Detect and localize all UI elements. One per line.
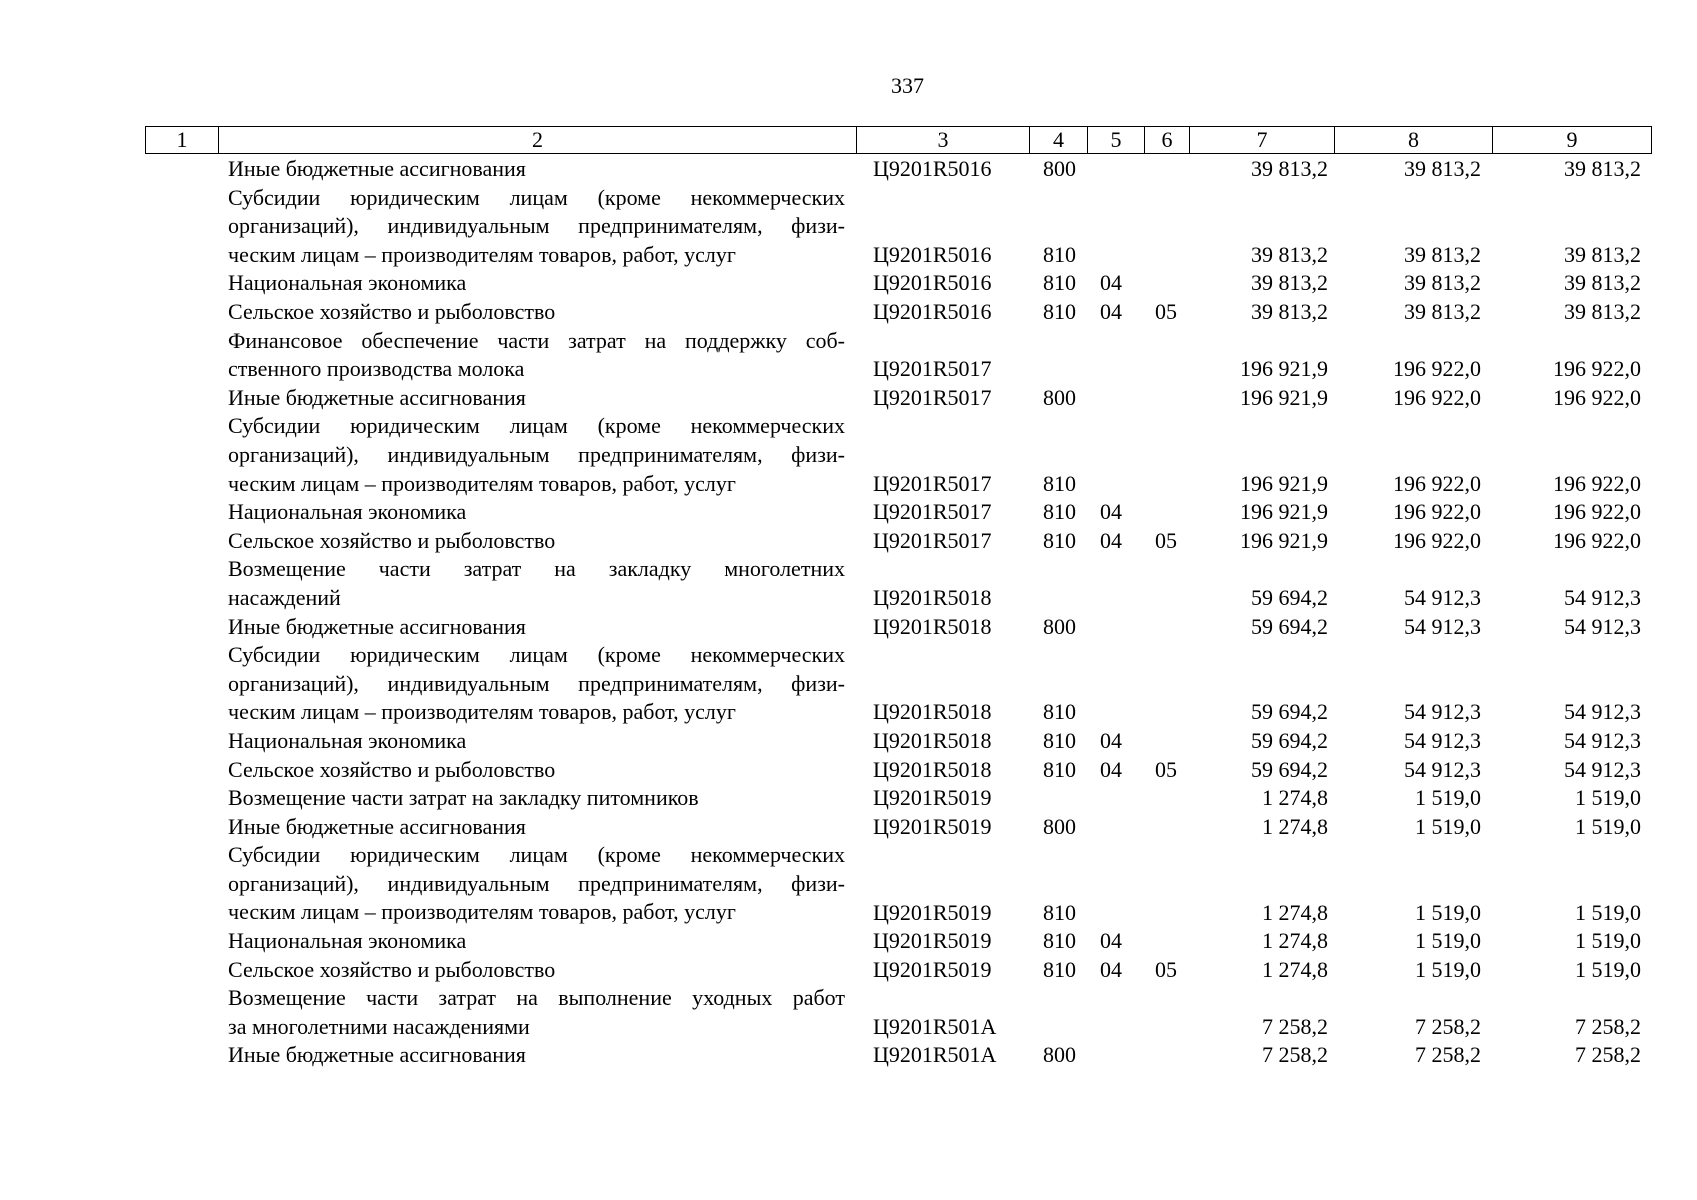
table-row xyxy=(0,555,1697,612)
page-number: 337 xyxy=(891,73,924,98)
row-code: Ц9201R5019 xyxy=(873,928,992,954)
row-name-line: Сельское хозяйство и рыболовство xyxy=(228,298,556,324)
row-expense-type: 810 xyxy=(1043,499,1076,525)
row-value-7: 196 921,9 xyxy=(1240,527,1328,553)
header-col-2: 2 xyxy=(218,127,856,153)
row-code: Ц9201R501А xyxy=(873,1013,997,1039)
table-row xyxy=(0,813,1697,842)
row-name-line: ческим лицам – производителям товаров, работ, услуг xyxy=(228,899,736,925)
row-name xyxy=(228,384,845,413)
row-value-7: 59 694,2 xyxy=(1251,756,1328,782)
row-value-8: 1 519,0 xyxy=(1415,899,1481,925)
row-value-9: 196 922,0 xyxy=(1553,499,1641,525)
row-name-line: организаций), индивидуальным предпринимателям, физи- xyxy=(228,213,845,239)
row-name xyxy=(228,641,845,727)
row-code: Ц9201R5016 xyxy=(873,298,992,324)
row-name-line: Сельское хозяйство и рыболовство xyxy=(228,956,556,982)
row-name xyxy=(228,498,845,527)
row-value-9: 39 813,2 xyxy=(1564,298,1641,324)
row-name-line: ческим лицам – производителям товаров, работ, услуг xyxy=(228,470,736,496)
row-value-7: 7 258,2 xyxy=(1262,1013,1328,1039)
row-name xyxy=(228,527,845,556)
row-code: Ц9201R5017 xyxy=(873,499,992,525)
row-code: Ц9201R5019 xyxy=(873,956,992,982)
row-section: 04 xyxy=(1100,499,1122,525)
row-expense-type: 810 xyxy=(1043,956,1076,982)
row-expense-type: 800 xyxy=(1043,1042,1076,1068)
row-name-line: Национальная экономика xyxy=(228,727,467,753)
row-value-7: 196 921,9 xyxy=(1240,384,1328,410)
row-value-7: 1 274,8 xyxy=(1262,956,1328,982)
row-name-line: за многолетними насаждениями xyxy=(228,1013,530,1039)
row-value-7: 39 813,2 xyxy=(1251,241,1328,267)
row-name-line: Субсидии юридическим лицам (кроме некоммерческих xyxy=(228,413,845,439)
row-name-line: Возмещение части затрат на закладку многолетних xyxy=(228,556,845,582)
row-value-7: 59 694,2 xyxy=(1251,613,1328,639)
row-expense-type: 810 xyxy=(1043,270,1076,296)
row-name-line: Возмещение части затрат на закладку питомников xyxy=(228,785,699,811)
row-subsection: 05 xyxy=(1155,298,1177,324)
row-value-9: 1 519,0 xyxy=(1575,785,1641,811)
row-value-8: 196 922,0 xyxy=(1393,470,1481,496)
table-row xyxy=(0,613,1697,642)
row-value-9: 1 519,0 xyxy=(1575,899,1641,925)
row-value-7: 1 274,8 xyxy=(1262,899,1328,925)
table-row xyxy=(0,384,1697,413)
row-value-7: 7 258,2 xyxy=(1262,1042,1328,1068)
row-value-7: 59 694,2 xyxy=(1251,727,1328,753)
table-row xyxy=(0,269,1697,298)
row-code: Ц9201R5018 xyxy=(873,756,992,782)
row-code: Ц9201R5019 xyxy=(873,813,992,839)
row-name-line: Национальная экономика xyxy=(228,928,467,954)
table-row xyxy=(0,1041,1697,1070)
row-value-7: 196 921,9 xyxy=(1240,499,1328,525)
row-expense-type: 810 xyxy=(1043,756,1076,782)
row-expense-type: 810 xyxy=(1043,699,1076,725)
row-value-9: 196 922,0 xyxy=(1553,470,1641,496)
row-code: Ц9201R5018 xyxy=(873,584,992,610)
header-col-8: 8 xyxy=(1334,127,1492,153)
row-code: Ц9201R5017 xyxy=(873,527,992,553)
row-code: Ц9201R5019 xyxy=(873,899,992,925)
row-value-7: 59 694,2 xyxy=(1251,584,1328,610)
row-expense-type: 810 xyxy=(1043,899,1076,925)
table-header xyxy=(145,126,1652,154)
row-value-7: 196 921,9 xyxy=(1240,470,1328,496)
row-value-7: 59 694,2 xyxy=(1251,699,1328,725)
row-value-9: 54 912,3 xyxy=(1564,613,1641,639)
row-name xyxy=(228,813,845,842)
header-col-7: 7 xyxy=(1189,127,1334,153)
header-col-1: 1 xyxy=(176,127,188,152)
row-name-line: Иные бюджетные ассигнования xyxy=(228,384,526,410)
row-name xyxy=(228,184,845,270)
row-value-8: 7 258,2 xyxy=(1415,1013,1481,1039)
table-row xyxy=(0,155,1697,184)
row-name-line: Сельское хозяйство и рыболовство xyxy=(228,527,556,553)
row-code: Ц9201R5016 xyxy=(873,156,992,181)
table-row xyxy=(0,641,1697,727)
table-row xyxy=(0,956,1697,985)
row-expense-type: 800 xyxy=(1043,813,1076,839)
row-value-7: 1 274,8 xyxy=(1262,813,1328,839)
row-value-8: 196 922,0 xyxy=(1393,356,1481,382)
row-value-8: 1 519,0 xyxy=(1415,813,1481,839)
row-name xyxy=(228,927,845,956)
header-col-4: 4 xyxy=(1029,127,1087,153)
row-value-8: 39 813,2 xyxy=(1404,270,1481,296)
row-name-line: Иные бюджетные ассигнования xyxy=(228,813,526,839)
row-expense-type: 800 xyxy=(1043,613,1076,639)
row-name-line: ческим лицам – производителям товаров, работ, услуг xyxy=(228,241,736,267)
row-section: 04 xyxy=(1100,527,1122,553)
header-col-6: 6 xyxy=(1144,127,1189,153)
row-section: 04 xyxy=(1100,270,1122,296)
row-code: Ц9201R5016 xyxy=(873,241,992,267)
table-row xyxy=(0,327,1697,384)
table-row xyxy=(0,784,1697,813)
row-section: 04 xyxy=(1100,956,1122,982)
row-value-8: 54 912,3 xyxy=(1404,584,1481,610)
row-name-line: Иные бюджетные ассигнования xyxy=(228,156,526,181)
row-value-9: 1 519,0 xyxy=(1575,956,1641,982)
row-expense-type: 810 xyxy=(1043,928,1076,954)
row-value-8: 1 519,0 xyxy=(1415,956,1481,982)
row-value-9: 54 912,3 xyxy=(1564,699,1641,725)
row-expense-type: 810 xyxy=(1043,241,1076,267)
row-value-9: 196 922,0 xyxy=(1553,356,1641,382)
row-code: Ц9201R5018 xyxy=(873,727,992,753)
row-value-9: 54 912,3 xyxy=(1564,584,1641,610)
row-value-8: 54 912,3 xyxy=(1404,727,1481,753)
row-value-7: 39 813,2 xyxy=(1251,298,1328,324)
row-subsection: 05 xyxy=(1155,956,1177,982)
row-name-line: Иные бюджетные ассигнования xyxy=(228,613,526,639)
row-name-line: Субсидии юридическим лицам (кроме некоммерческих xyxy=(228,842,845,868)
row-name-line: ческим лицам – производителям товаров, работ, услуг xyxy=(228,699,736,725)
row-value-8: 54 912,3 xyxy=(1404,699,1481,725)
row-name-line: Иные бюджетные ассигнования xyxy=(228,1042,526,1068)
row-name-line: Национальная экономика xyxy=(228,270,467,296)
row-name-line: Сельское хозяйство и рыболовство xyxy=(228,756,556,782)
row-value-9: 54 912,3 xyxy=(1564,756,1641,782)
row-value-9: 196 922,0 xyxy=(1553,384,1641,410)
row-value-9: 196 922,0 xyxy=(1553,527,1641,553)
row-value-8: 196 922,0 xyxy=(1393,527,1481,553)
row-value-8: 54 912,3 xyxy=(1404,756,1481,782)
row-name xyxy=(228,784,845,813)
row-expense-type: 810 xyxy=(1043,727,1076,753)
row-subsection: 05 xyxy=(1155,527,1177,553)
table-row xyxy=(0,841,1697,927)
row-expense-type: 810 xyxy=(1043,527,1076,553)
row-name-line: организаций), индивидуальным предпринимателям, физи- xyxy=(228,670,845,696)
row-value-9: 39 813,2 xyxy=(1564,156,1641,181)
row-value-8: 39 813,2 xyxy=(1404,156,1481,181)
row-name xyxy=(228,555,845,612)
row-name xyxy=(228,756,845,785)
row-name xyxy=(228,269,845,298)
row-code: Ц9201R5016 xyxy=(873,270,992,296)
table-row xyxy=(0,412,1697,498)
table-row xyxy=(0,727,1697,756)
row-expense-type: 800 xyxy=(1043,384,1076,410)
row-name-line: ственного производства молока xyxy=(228,356,525,382)
row-value-9: 39 813,2 xyxy=(1564,270,1641,296)
row-section: 04 xyxy=(1100,298,1122,324)
row-value-7: 1 274,8 xyxy=(1262,785,1328,811)
row-value-9: 54 912,3 xyxy=(1564,727,1641,753)
row-code: Ц9201R5017 xyxy=(873,356,992,382)
table-row xyxy=(0,298,1697,327)
row-value-7: 196 921,9 xyxy=(1240,356,1328,382)
row-value-8: 1 519,0 xyxy=(1415,785,1481,811)
row-section: 04 xyxy=(1100,756,1122,782)
row-name xyxy=(228,412,845,498)
row-name xyxy=(228,727,845,756)
row-name-line: насаждений xyxy=(228,584,341,610)
row-value-8: 54 912,3 xyxy=(1404,613,1481,639)
row-value-9: 39 813,2 xyxy=(1564,241,1641,267)
row-name xyxy=(228,1041,845,1070)
row-name xyxy=(228,298,845,327)
row-name xyxy=(228,155,845,184)
row-value-8: 196 922,0 xyxy=(1393,499,1481,525)
row-name-line: организаций), индивидуальным предпринимателям, физи- xyxy=(228,441,845,467)
row-code: Ц9201R5018 xyxy=(873,613,992,639)
table-row xyxy=(0,184,1697,270)
row-value-8: 39 813,2 xyxy=(1404,298,1481,324)
row-name-line: Национальная экономика xyxy=(228,499,467,525)
row-name-line: Возмещение части затрат на выполнение уходных работ xyxy=(228,985,845,1011)
row-value-8: 7 258,2 xyxy=(1415,1042,1481,1068)
row-value-7: 1 274,8 xyxy=(1262,928,1328,954)
row-name xyxy=(228,613,845,642)
header-col-5: 5 xyxy=(1087,127,1144,153)
table-body xyxy=(0,155,1697,1070)
table-row xyxy=(0,527,1697,556)
table-row xyxy=(0,498,1697,527)
row-value-7: 39 813,2 xyxy=(1251,270,1328,296)
row-value-9: 1 519,0 xyxy=(1575,813,1641,839)
header-col-3: 3 xyxy=(856,127,1029,153)
row-section: 04 xyxy=(1100,727,1122,753)
row-value-9: 1 519,0 xyxy=(1575,928,1641,954)
row-expense-type: 800 xyxy=(1043,156,1076,181)
row-code: Ц9201R5019 xyxy=(873,785,992,811)
row-expense-type: 810 xyxy=(1043,470,1076,496)
row-value-9: 7 258,2 xyxy=(1575,1042,1641,1068)
row-name-line: Субсидии юридическим лицам (кроме некоммерческих xyxy=(228,642,845,668)
row-value-8: 1 519,0 xyxy=(1415,928,1481,954)
row-code: Ц9201R5017 xyxy=(873,384,992,410)
row-name-line: Финансовое обеспечение части затрат на поддержку соб- xyxy=(228,327,845,353)
row-name-line: организаций), индивидуальным предпринимателям, физи- xyxy=(228,870,845,896)
row-value-8: 196 922,0 xyxy=(1393,384,1481,410)
row-code: Ц9201R501А xyxy=(873,1042,997,1068)
table-row xyxy=(0,984,1697,1041)
row-subsection: 05 xyxy=(1155,756,1177,782)
row-name-line: Субсидии юридическим лицам (кроме некоммерческих xyxy=(228,184,845,210)
row-value-7: 39 813,2 xyxy=(1251,156,1328,181)
row-name xyxy=(228,841,845,927)
row-code: Ц9201R5017 xyxy=(873,470,992,496)
row-value-9: 7 258,2 xyxy=(1575,1013,1641,1039)
row-name xyxy=(228,956,845,985)
row-value-8: 39 813,2 xyxy=(1404,241,1481,267)
row-name xyxy=(228,327,845,384)
table-row xyxy=(0,927,1697,956)
row-expense-type: 810 xyxy=(1043,298,1076,324)
header-col-9: 9 xyxy=(1492,127,1651,153)
table-row xyxy=(0,756,1697,785)
row-section: 04 xyxy=(1100,928,1122,954)
row-code: Ц9201R5018 xyxy=(873,699,992,725)
row-name xyxy=(228,984,845,1041)
